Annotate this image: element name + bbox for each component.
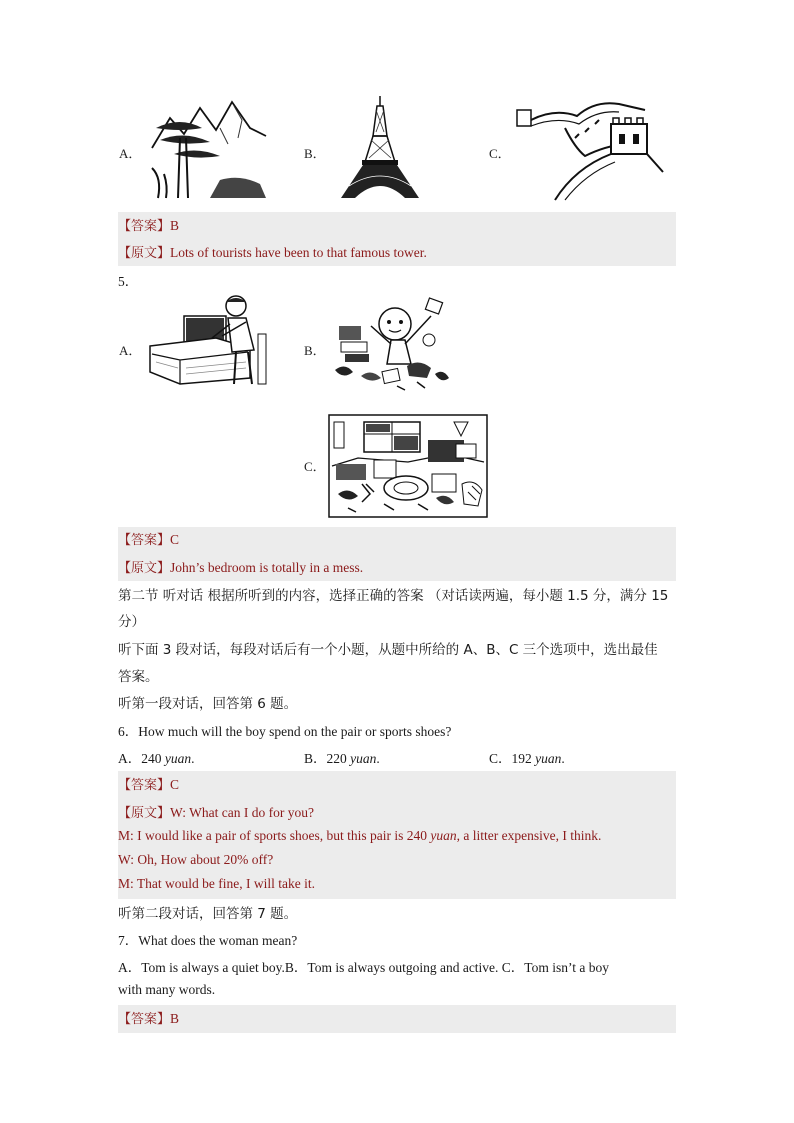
answer-tag: 【答案】 xyxy=(118,533,171,548)
script-tag: 【原文】 xyxy=(118,246,171,261)
q6-option-c-dot: . xyxy=(561,751,565,766)
script-tag: 【原文】 xyxy=(118,561,171,576)
q7-answer-block xyxy=(118,1005,676,1033)
messy-kid-icon xyxy=(331,296,451,392)
q6-option-b-label: B．220 xyxy=(304,751,351,766)
q6-answer: C xyxy=(170,777,180,792)
answer-tag: 【答案】 xyxy=(118,219,171,234)
q6-answer-line xyxy=(118,774,179,793)
q4-option-b-label: B． xyxy=(304,146,326,161)
q5-answer-line xyxy=(118,529,179,548)
q6-script-m1-unit: yuan xyxy=(430,828,457,843)
q4-answer: B xyxy=(170,218,180,233)
q4-script: Lots of tourists have been to that famous tower. xyxy=(170,245,427,260)
q5-script-line xyxy=(118,557,363,576)
section2-heading-line2: 分） xyxy=(118,614,145,630)
q6-script-line2 xyxy=(118,828,601,844)
q6-option-b-dot: . xyxy=(376,751,380,766)
great-wall-icon xyxy=(515,98,665,202)
q6-script-m1-b: , a litter expensive, I think. xyxy=(456,828,602,843)
q6-option-c xyxy=(489,747,565,767)
q7-answer: B xyxy=(170,1011,180,1026)
script-tag: 【原文】 xyxy=(118,806,171,821)
eiffel-tower-icon xyxy=(335,96,425,200)
q6-script-w1: W: What can I do for you? xyxy=(170,805,314,820)
q4-option-c-label: C． xyxy=(489,146,511,161)
q6-option-a-dot: . xyxy=(191,751,195,766)
messy-room-icon xyxy=(328,414,488,518)
q6-option-c-label: C．192 xyxy=(489,751,536,766)
q4-answer-line xyxy=(118,215,179,234)
q5-answer: C xyxy=(170,532,180,547)
q6-option-c-unit: yuan xyxy=(535,751,562,766)
answer-tag: 【答案】 xyxy=(118,1012,171,1027)
q7-options-line1: A．Tom is always a quiet boy.B．Tom is always outgoing and active. C．Tom isn’t a boy xyxy=(118,960,609,975)
mountain-pine-icon xyxy=(150,98,268,200)
section2-heading-line1: 第二节 听对话 根据所听到的内容，选择正确的答案 （对话读两遍，每小题 1.5 分，满分 15 xyxy=(118,588,669,604)
q4-script-line xyxy=(118,242,427,261)
q6-option-b xyxy=(304,747,380,767)
q5-option-a-label: A． xyxy=(119,343,142,358)
q6-option-a xyxy=(118,747,195,767)
q6-question: 6．How much will the boy spend on the pair or sports shoes? xyxy=(118,724,452,739)
q7-options-line2: with many words. xyxy=(118,982,216,997)
q6-script-line1 xyxy=(118,802,314,821)
section2-instruction-line2: 答案。 xyxy=(118,669,159,685)
boy-making-bed-icon xyxy=(146,294,268,386)
q6-script-m1-a: M: I would like a pair of sports shoes, but this pair is 240 xyxy=(118,828,431,843)
q6-option-b-unit: yuan xyxy=(350,751,377,766)
q5-option-c-label: C． xyxy=(304,459,326,474)
section2-instruction-line1: 听下面 3 段对话，每段对话后有一个小题，从题中所给的 A、B、C 三个选项中，选出最佳 xyxy=(118,642,658,658)
q6-option-a-unit: yuan xyxy=(164,751,192,766)
q5-option-b-label: B． xyxy=(304,343,326,358)
dialog1-intro: 听第一段对话，回答第 6 题。 xyxy=(118,696,298,712)
q7-question: 7．What does the woman mean? xyxy=(118,933,298,948)
q6-option-a-label: A．240 xyxy=(118,751,165,766)
dialog2-intro: 听第二段对话，回答第 7 题。 xyxy=(118,906,298,922)
q5-number: 5． xyxy=(118,274,139,289)
answer-tag: 【答案】 xyxy=(118,778,171,793)
q7-answer-line xyxy=(118,1008,179,1027)
q6-script-line4: M: That would be fine, I will take it. xyxy=(118,876,315,891)
q4-option-a-label: A． xyxy=(119,146,142,161)
q6-script-line3: W: Oh, How about 20% off? xyxy=(118,852,274,867)
q5-script: John’s bedroom is totally in a mess. xyxy=(170,560,364,575)
